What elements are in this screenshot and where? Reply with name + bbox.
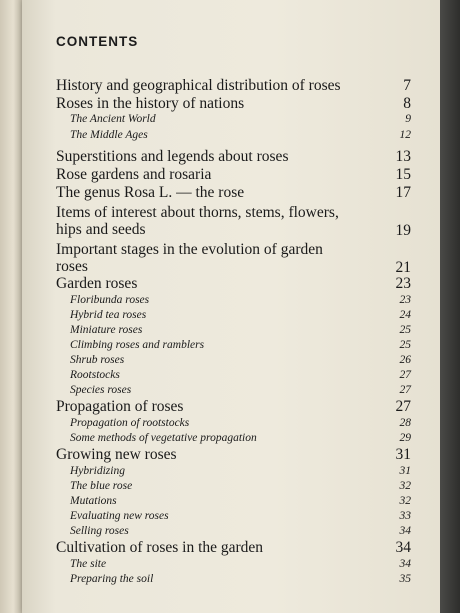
- toc-entry-title: Garden roses: [56, 275, 138, 292]
- toc-subentry: [56, 511, 411, 523]
- toc-entry-title: Propagation of roses: [56, 398, 184, 415]
- toc-entry-page-number: 27: [395, 398, 411, 415]
- toc-entry: [56, 241, 411, 275]
- toc-entry-page-number: 34: [395, 539, 411, 556]
- toc-entry-title: Preparing the soil: [70, 573, 154, 585]
- toc-entry-title: The site: [70, 558, 107, 570]
- toc-entry-title: Hybridizing: [70, 465, 125, 477]
- toc-subentry: [56, 481, 411, 493]
- toc-entry-title: The blue rose: [70, 480, 133, 492]
- toc-entry-title: Growing new roses: [56, 446, 177, 463]
- toc-entry: [56, 204, 411, 238]
- toc-entry-page-number: 29: [399, 432, 411, 444]
- toc-entry-page-number: 15: [395, 166, 411, 183]
- toc-entry: [56, 399, 411, 415]
- toc-entry-page-number: 32: [399, 495, 411, 507]
- toc-entry-title: The Ancient World: [70, 113, 156, 125]
- toc-entry-title: Hybrid tea roses: [70, 309, 147, 321]
- toc-entry-page-number: 27: [399, 369, 411, 381]
- toc-entry-page-number: 25: [399, 324, 411, 336]
- contents-heading: CONTENTS: [56, 34, 139, 49]
- toc-entry: [56, 149, 411, 165]
- toc-subentry: [56, 340, 411, 352]
- toc-entry-title: Miniature roses: [70, 324, 143, 336]
- toc-entry-page-number: 33: [399, 510, 411, 522]
- toc-entry-title: The genus Rosa L. — the rose: [56, 184, 245, 201]
- toc-entry: [56, 167, 411, 183]
- toc-entry-page-number: 23: [399, 294, 411, 306]
- toc-entry-title: Climbing roses and ramblers: [70, 339, 205, 351]
- toc-entry-page-number: 7: [403, 77, 411, 94]
- toc-entry-title: Shrub roses: [70, 354, 125, 366]
- toc-entry-title: Items of interest about thorns, stems, flowers, hips and seeds: [56, 204, 339, 238]
- toc-subentry: [56, 130, 411, 142]
- toc-entry-page-number: 17: [395, 184, 411, 201]
- toc-entry-page-number: 8: [403, 95, 411, 112]
- toc-subentry: [56, 433, 411, 445]
- toc-entry-title: The Middle Ages: [70, 129, 148, 141]
- toc-entry-title: History and geographical distribution of roses: [56, 77, 341, 94]
- toc-entry-title: Superstitions and legends about roses: [56, 148, 289, 165]
- toc-entry-page-number: 28: [399, 417, 411, 429]
- toc-subentry: [56, 496, 411, 508]
- toc-entry: [56, 540, 411, 556]
- toc-entry-title: Some methods of vegetative propagation: [70, 432, 257, 444]
- toc-subentry: [56, 310, 411, 322]
- toc-subentry: [56, 466, 411, 478]
- toc-entry-page-number: 26: [399, 354, 411, 366]
- toc-entry-page-number: 25: [399, 339, 411, 351]
- toc-entry-page-number: 32: [399, 480, 411, 492]
- toc-subentry: [56, 295, 411, 307]
- toc-entry-page-number: 21: [395, 258, 411, 276]
- toc-entry-title: Rose gardens and rosaria: [56, 166, 212, 183]
- toc-entry-title: Species roses: [70, 384, 132, 396]
- background-surface: [440, 0, 460, 613]
- toc-entry-page-number: 19: [395, 221, 411, 239]
- toc-entry: [56, 447, 411, 463]
- toc-entry-page-number: 31: [395, 446, 411, 463]
- toc-subentry: [56, 385, 411, 397]
- toc-entry-title: Rootstocks: [70, 369, 120, 381]
- toc-entry-title: Evaluating new roses: [70, 510, 169, 522]
- toc-entry-page-number: 24: [399, 309, 411, 321]
- toc-entry: [56, 185, 411, 201]
- toc-entry-page-number: 34: [399, 558, 411, 570]
- toc-subentry: [56, 325, 411, 337]
- toc-subentry: [56, 574, 411, 586]
- toc-entry-title: Important stages in the evolution of garden roses: [56, 241, 323, 275]
- toc-subentry: [56, 418, 411, 430]
- toc-entry-title: Mutations: [70, 495, 117, 507]
- toc-entry-page-number: 9: [405, 113, 411, 125]
- toc-entry-page-number: 23: [395, 275, 411, 292]
- toc-entry-title: Cultivation of roses in the garden: [56, 539, 264, 556]
- toc-entry-title: Propagation of rootstocks: [70, 417, 190, 429]
- toc-subentry: [56, 370, 411, 382]
- toc-entry: [56, 96, 411, 112]
- toc-entry-page-number: 13: [395, 148, 411, 165]
- toc-entry: [56, 276, 411, 292]
- toc-entry-page-number: 12: [399, 129, 411, 141]
- toc-entry-page-number: 31: [399, 465, 411, 477]
- toc-entry-page-number: 27: [399, 384, 411, 396]
- toc-subentry: [56, 559, 411, 571]
- toc-entry-page-number: 35: [399, 573, 411, 585]
- toc-entry: [56, 78, 411, 94]
- toc-subentry: [56, 355, 411, 367]
- toc-entry-title: Roses in the history of nations: [56, 95, 245, 112]
- toc-entry-page-number: 34: [399, 525, 411, 537]
- toc-entry-title: Floribunda roses: [70, 294, 150, 306]
- toc-subentry: [56, 114, 411, 126]
- toc-subentry: [56, 526, 411, 538]
- facing-page-edge: [0, 0, 22, 613]
- toc-entry-title: Selling roses: [70, 525, 129, 537]
